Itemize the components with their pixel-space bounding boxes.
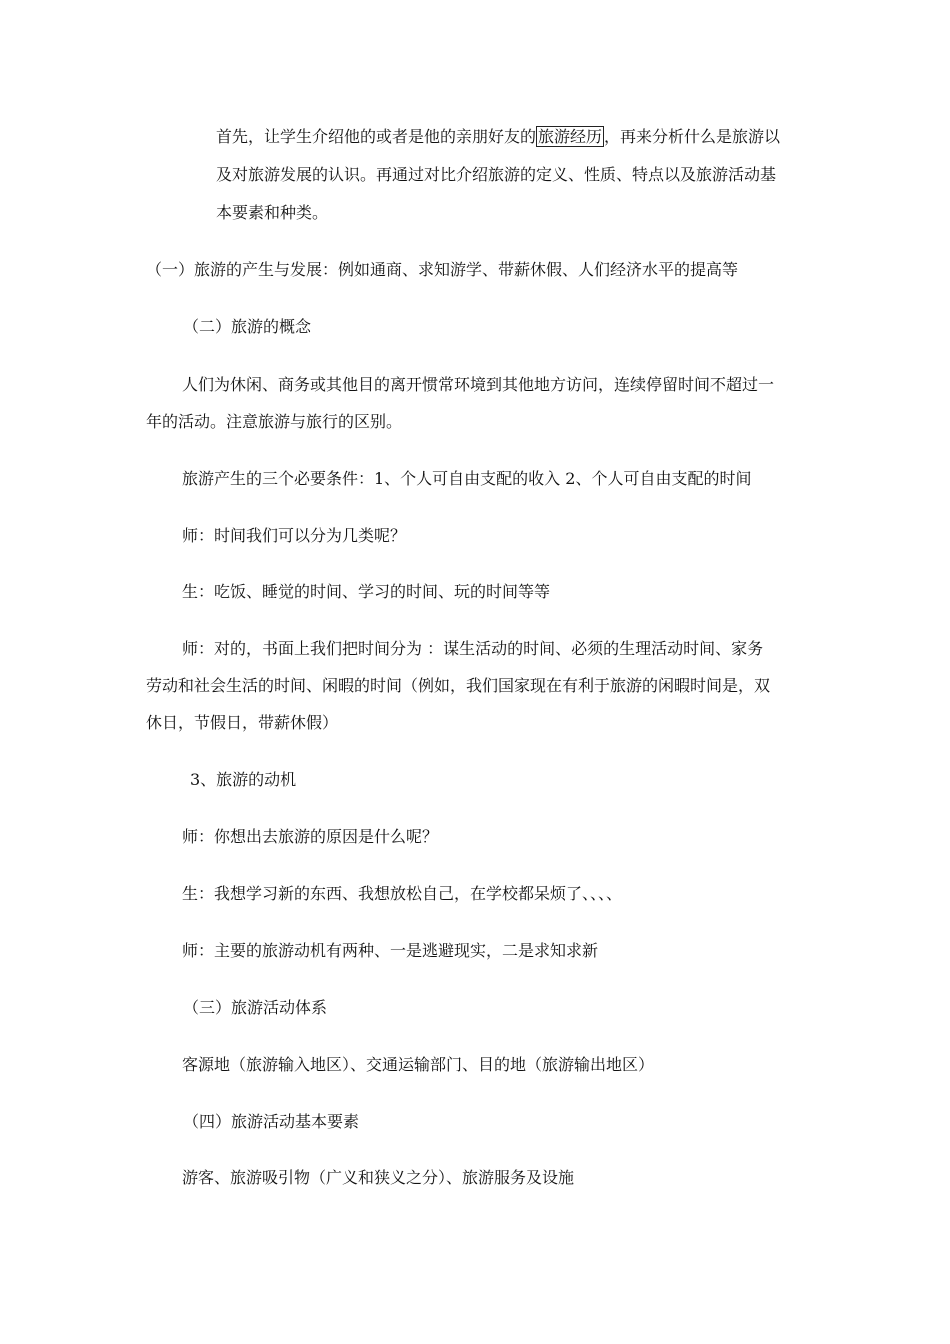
elements-paragraph: 游客、旅游吸引物（广义和狭义之分）、旅游服务及设施 [182,1168,575,1187]
teacher-summary: 师：主要的旅游动机有两种、一是逃避现实，二是求知求新 [182,941,599,960]
boxed-term: 旅游经历 [538,127,603,146]
section-heading-3: （三）旅游活动体系 [183,998,328,1017]
conditions-paragraph: 旅游产生的三个必要条件：1、个人可自由支配的收入 2、个人可自由支配的时间 [182,469,752,488]
student-answer-2: 生：我想学习新的东西、我想放松自己，在学校都呆烦了、、、、 [182,884,623,903]
definition-line-1: 人们为休闲、商务或其他目的离开惯常环境到其他地方访问，连续停留时间不超过一 [182,375,775,394]
intro-line-1 [216,126,780,148]
student-answer-1: 生：吃饭、睡觉的时间、学习的时间、玩的时间等等 [182,582,551,601]
subheading-motivation: 3、旅游的动机 [190,770,297,789]
teacher-reply-line-3: 休日，节假日，带薪休假） [146,713,339,732]
teacher-question-2: 师：你想出去旅游的原因是什么呢？ [182,827,439,846]
definition-line-2: 年的活动。注意旅游与旅行的区别。 [146,412,403,431]
section-heading-2: （二）旅游的概念 [183,317,312,336]
intro-text-after: ，再来分析什么是旅游以 [604,127,781,146]
intro-line-2: 及对旅游发展的认识。再通过对比介绍旅游的定义、性质、特点以及旅游活动基 [216,165,777,184]
section-heading-1: （一）旅游的产生与发展：例如通商、求知游学、带薪休假、人们经济水平的提高等 [146,260,739,279]
section-heading-4: （四）旅游活动基本要素 [183,1112,360,1131]
system-paragraph: 客源地（旅游输入地区）、交通运输部门、目的地（旅游输出地区） [182,1055,655,1074]
intro-line-3: 本要素和种类。 [216,203,329,222]
teacher-reply-line-1: 师：对的，书面上我们把时间分为 ：谋生活动的时间、必须的生理活动时间、家务 [182,639,764,658]
teacher-reply-line-2: 劳动和社会生活的时间、闲暇的时间（例如，我们国家现在有利于旅游的闲暇时间是，双 [146,676,771,695]
intro-text-before: 首先，让学生介绍他的或者是他的亲朋好友的 [216,127,537,146]
teacher-question-1: 师：时间我们可以分为几类呢？ [182,526,407,545]
